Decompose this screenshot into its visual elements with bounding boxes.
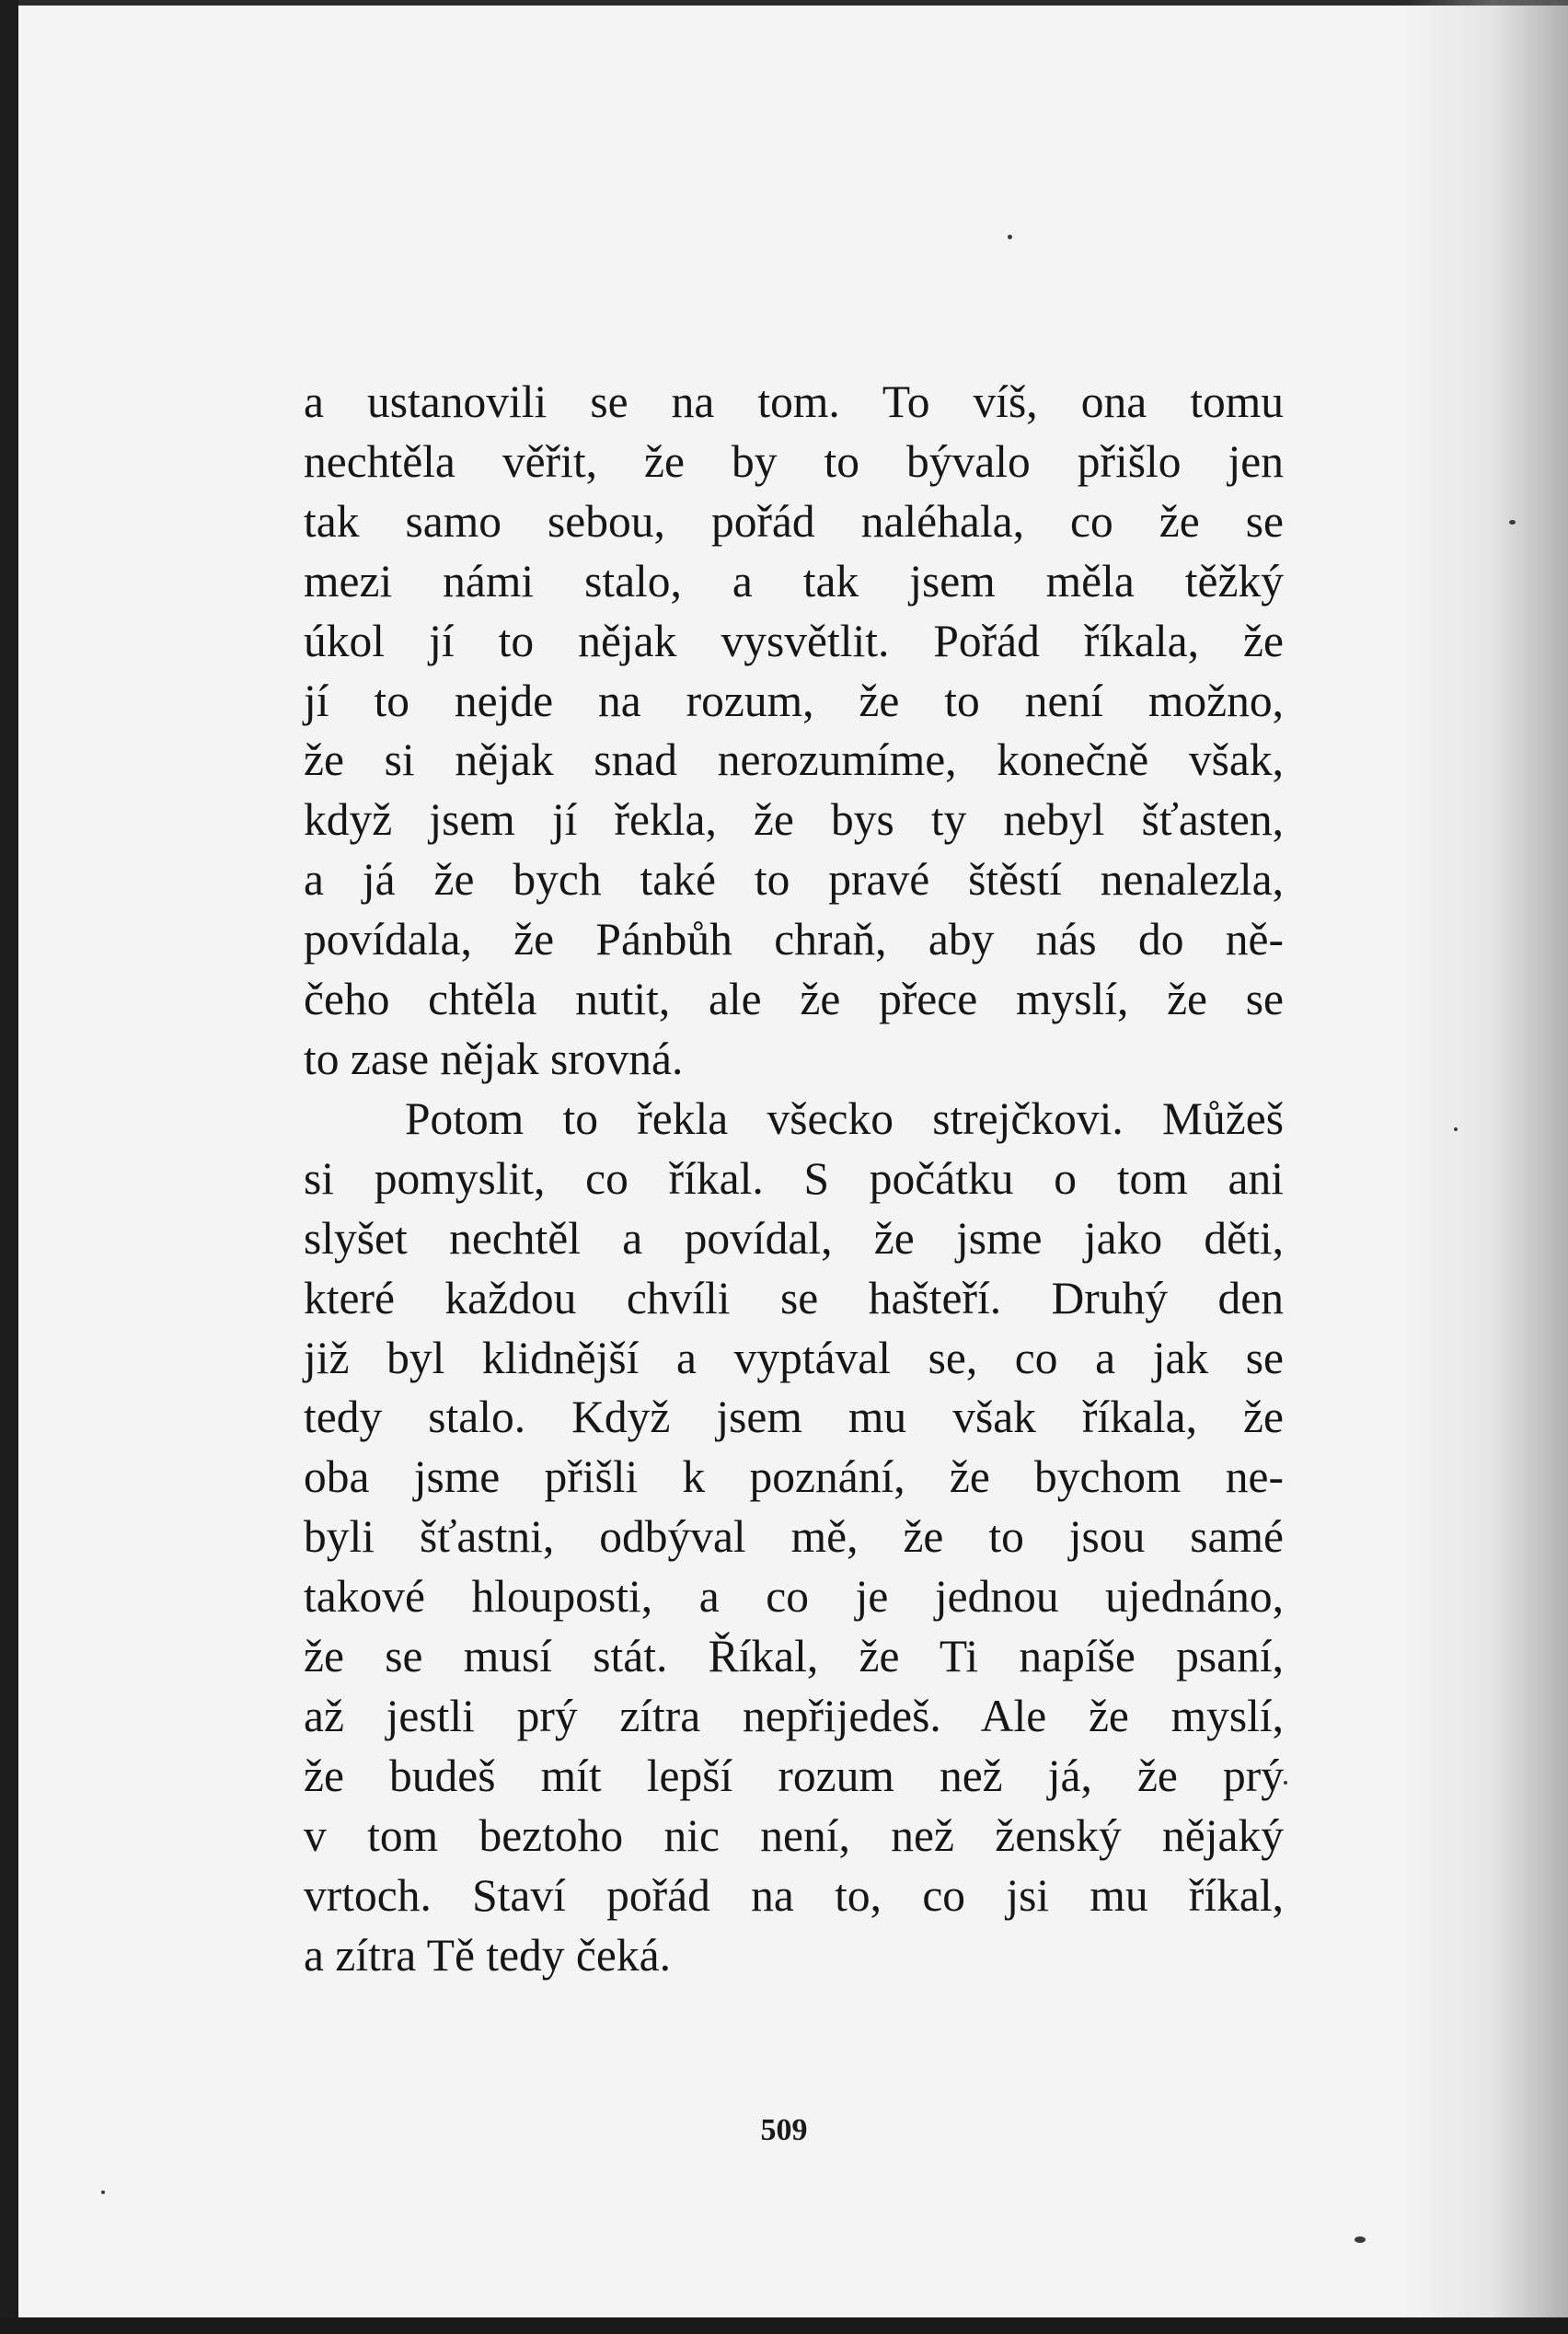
text-line: takové hlouposti, a co je jednou ujednáno, [304,1571,1284,1623]
text-line: tedy stalo. Když jsem mu však říkala, že [304,1392,1284,1443]
text-line: mezi námi stalo, a tak jsem měla těžký [304,555,1284,607]
paragraph [304,1090,1284,1986]
paragraph [304,373,1284,1090]
scan-border-bottom [0,2317,1568,2334]
page-edge-shadow [1402,0,1568,2334]
text-line: úkol jí to nějak vysvětlit. Pořád říkala, že [304,615,1284,666]
text-line: oba jsme přišli k poznání, že bychom ne- [304,1451,1284,1503]
text-line: vrtoch. Staví pořád na to, co jsi mu říkal, [304,1869,1284,1921]
text-line: a ustanovili se na tom. To víš, ona tomu [304,376,1284,427]
text-line: povídala, že Pánbůh chraň, aby nás do ně- [304,914,1284,965]
scan-speck [1284,1781,1287,1785]
text-line: nechtěla věřit, že by to bývalo přišlo jen [304,435,1284,487]
text-line: a zítra Tě tedy čeká. [304,1929,671,1981]
text-line: si pomyslit, co říkal. S počátku o tom ani [304,1152,1284,1204]
page-number: 509 [760,2113,808,2147]
text-line: slyšet nechtěl a povídal, že jsme jako děti, [304,1212,1284,1264]
text-line: v tom beztoho nic není, než ženský nějaký [304,1809,1284,1861]
text-line: až jestli prý zítra nepřijedeš. Ale že myslí, [304,1690,1284,1741]
text-line: které každou chvíli se hašteří. Druhý den [304,1272,1284,1323]
scan-speck [1355,2236,1366,2243]
scan-speck [1008,235,1012,239]
text-line: že budeš mít lepší rozum než já, že prý [304,1750,1284,1801]
text-line: Potom to řekla všecko strejčkovi. Můžeš [405,1092,1284,1144]
text-line: tak samo sebou, pořád naléhala, co že se [304,495,1284,547]
scan-border-top [0,0,1568,6]
text-line: byli šťastni, odbýval mě, že to jsou samé [304,1511,1284,1563]
text-line: již byl klidnější a vyptával se, co a jak se [304,1332,1284,1383]
scan-speck [1454,1127,1458,1131]
scan-speck [1509,520,1516,525]
scan-border-left [0,0,18,2334]
text-line: jí to nejde na rozum, že to není možno, [304,675,1284,726]
text-line: že se musí stát. Říkal, že Ti napíše psaní, [304,1631,1284,1682]
scan-speck [101,2190,105,2194]
text-line: čeho chtěla nutit, ale že přece myslí, že se [304,974,1284,1025]
text-line: když jsem jí řekla, že bys ty nebyl šťasten, [304,794,1284,846]
text-line: a já že bych také to pravé štěstí nenalezla, [304,854,1284,906]
text-line: to zase nějak srovná. [304,1033,684,1084]
text-line: že si nějak snad nerozumíme, konečně však, [304,734,1284,786]
body-text [304,373,1284,1985]
